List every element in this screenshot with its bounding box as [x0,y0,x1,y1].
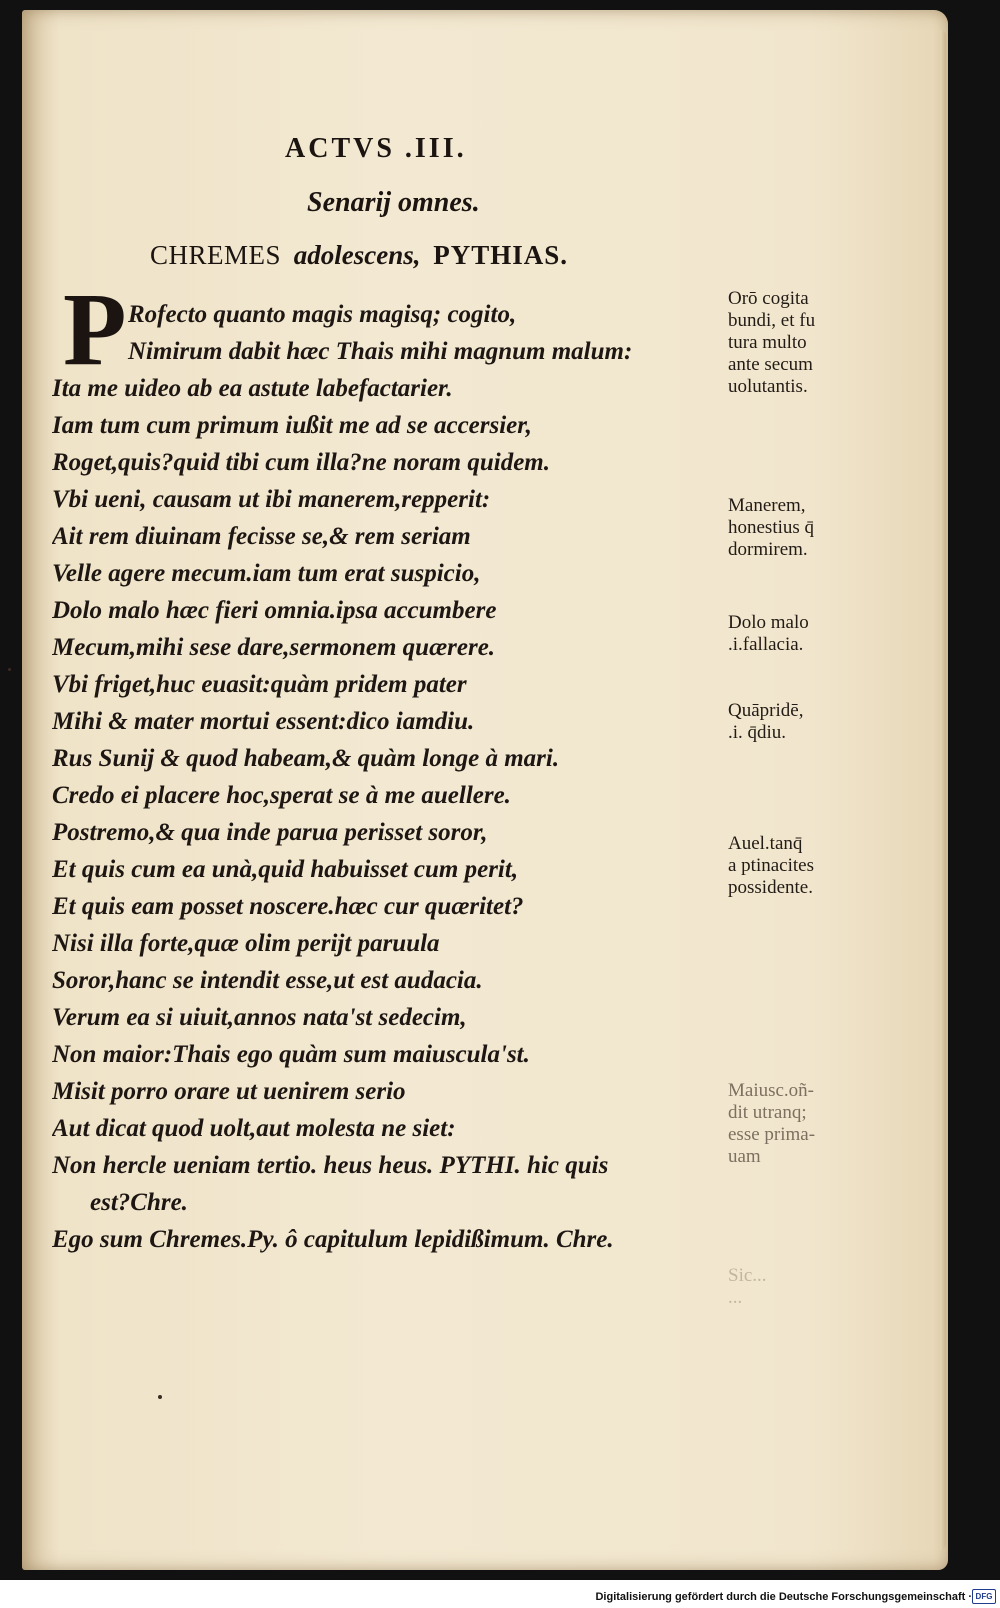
verse-line: Dolo malo hæc fieri omnia.ipsa accumbere [52,597,497,624]
verse-line: Verum ea si uiuit,annos nata'st sedecim, [52,1004,467,1031]
verse-line: est?Chre. [90,1189,188,1216]
speaker-pythias: PYTHIAS. [433,240,569,270]
meter-subheading: Senarij omnes. [307,187,480,218]
act-heading: ACTVS .III. [285,133,467,164]
verse-line: Mihi & mater mortui essent:dico iamdiu. [52,708,475,735]
ink-speck [8,668,11,671]
margin-note-2: Manerem, honestius q̄ dormirem. [728,495,815,560]
margin-note-1: Orō cogita bundi, et fu tura multo ante secum uolutantis. [728,288,816,397]
verse-line: Postremo,& qua inde parua perisset soror, [52,819,488,846]
speaker-role: adolescens, [293,240,421,270]
verse-line: Vbi friget,huc euasit:quàm pridem pater [52,671,467,698]
verse-line: Soror,hanc se intendit esse,ut est audacia. [52,967,483,994]
verse-line: Non maior:Thais ego quàm sum maiuscula'st. [52,1041,530,1068]
verse-line: Iam tum cum primum iußit me ad se accersier, [52,412,532,439]
verse-line: Mecum,mihi sese dare,sermonem quærere. [52,634,496,661]
speaker-chremes: CHREMES [150,240,282,270]
margin-note-4: Quāpridē, .i. q̄diu. [728,700,804,743]
verse-line: Non hercle ueniam tertio. heus heus. PYTHI. hic quis [52,1152,609,1179]
verse-line: Ego sum Chremes.Py. ô capitulum lepidißimum. Chre. [52,1226,614,1253]
verse-line: Velle agere mecum.iam tum erat suspicio, [52,560,481,587]
verse-line: Et quis cum ea unà,quid habuisset cum perit, [52,856,519,883]
dfg-logo: DFG [972,1589,996,1604]
verse-line: Rofecto quanto magis magisq; cogito, [128,301,517,328]
drop-initial: P [63,272,127,387]
verse-line: Nimirum dabit hæc Thais mihi magnum malum: [128,338,633,365]
page-edge [940,30,946,1550]
scene-speakers [150,240,568,271]
margin-note-3: Dolo malo .i.fallacia. [728,612,809,655]
verse-line: Aut dicat quod uolt,aut molesta ne siet: [52,1115,456,1142]
verse-line: Ita me uideo ab ea astute labefactarier. [52,375,453,402]
margin-note-5: Auel.tanq̄ a ptinacites possidente. [728,833,814,898]
verse-text [52,296,702,1258]
verse-line: Et quis eam posset noscere.hæc cur quæritet? [52,893,524,920]
verse-line: Credo ei placere hoc,sperat se à me auellere. [52,782,511,809]
digitization-credit: Digitalisierung gefördert durch die Deutsche Forschungsgemeinschaft · [595,1591,972,1603]
verse-line: Vbi ueni, causam ut ibi manerem,repperit: [52,486,491,513]
verse-line: Ait rem diuinam fecisse se,& rem seriam [52,523,471,550]
verse-line: Misit porro orare ut uenirem serio [52,1078,406,1105]
verse-line: Nisi illa forte,quæ olim perijt paruula [52,930,440,957]
ink-speck [158,1395,162,1399]
margin-note-7: Sic... ... [728,1265,767,1308]
verse-line: Roget,quis?quid tibi cum illa?ne noram quidem. [52,449,550,476]
margin-note-6: Maiusc.oñ- dit utranq; esse prima- uam [728,1080,816,1167]
verse-line: Rus Sunij & quod habeam,& quàm longe à mari. [52,745,560,772]
